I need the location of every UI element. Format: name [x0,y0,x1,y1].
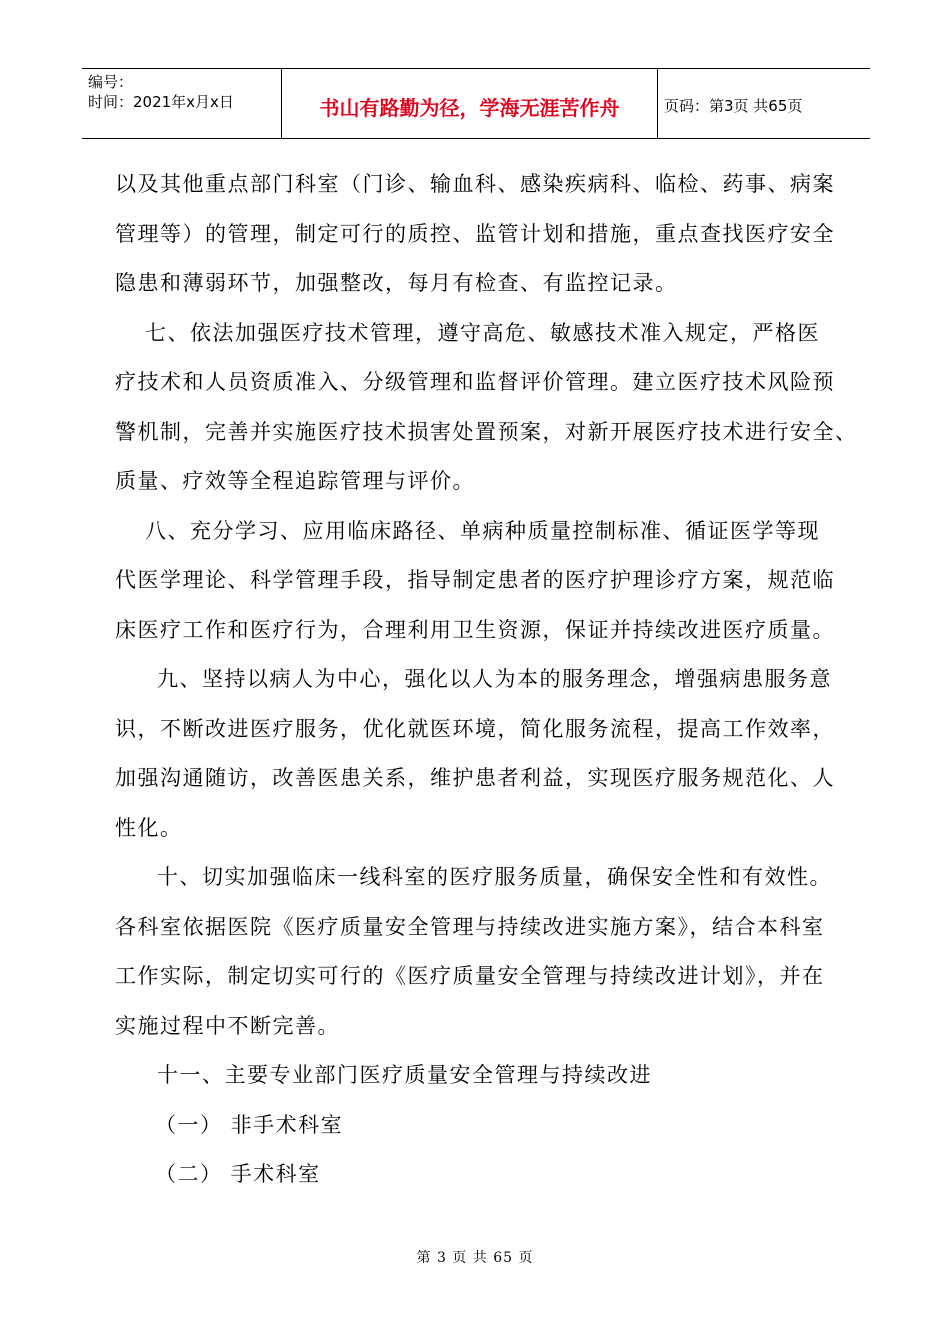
header-meta-cell [82,69,282,138]
body-line: 实施过程中不断完善。 [115,1013,340,1038]
body-line: 识，不断改进医疗服务，优化就医环境，简化服务流程，提高工作效率， [115,716,835,741]
document-header [82,68,870,139]
body-line: 十、切实加强临床一线科室的医疗服务质量，确保安全性和有效性。 [157,865,832,889]
subsection-item: （二） 手术科室 [155,1162,321,1186]
body-line: 疗技术和人员资质准入、分级管理和监督评价管理。建立医疗技术风险预 [115,370,835,394]
body-line: 警机制，完善并实施医疗技术损害处置预案，对新开展医疗技术进行安全、 [115,419,858,444]
body-line: 以及其他重点部门科室（门诊、输血科、感染疾病科、临检、药事、病案 [115,172,835,196]
body-line: 工作实际，制定切实可行的《医疗质量安全管理与持续改进计划》，并在 [115,964,825,988]
body-line: 八、充分学习、应用临床路径、单病种质量控制标准、循证医学等现 [145,518,820,543]
body-line: 代医学理论、科学管理手段，指导制定患者的医疗护理诊疗方案，规范临 [115,568,835,592]
header-time-label: 时间：2021年x月x日 [88,93,234,111]
body-line: 床医疗工作和医疗行为，合理利用卫生资源，保证并持续改进医疗质量。 [115,617,835,642]
body-line: 加强沟通随访，改善医患关系，维护患者利益，实现医疗服务规范化、人 [115,766,835,790]
header-page-label: 页码：第3页 共65页 [664,97,803,115]
subsection-item: （一） 非手术科室 [155,1112,344,1137]
body-line: 质量、疗效等全程追踪管理与评价。 [115,469,475,493]
body-line: 性化。 [115,815,183,840]
section-heading: 十一、主要专业部门医疗质量安全管理与持续改进 [157,1063,652,1087]
header-number-label: 编号： [88,73,134,91]
body-line: 九、坚持以病人为中心，强化以人为本的服务理念，增强病患服务意 [157,667,832,691]
body-line: 管理等）的管理，制定可行的质控、监管计划和措施，重点查找医疗安全 [115,221,835,246]
body-line: 七、依法加强医疗技术管理，遵守高危、敏感技术准入规定，严格医 [145,320,820,345]
body-line: 隐患和薄弱环节，加强整改，每月有检查、有监控记录。 [115,271,678,295]
body-line: 各科室依据医院《医疗质量安全管理与持续改进实施方案》，结合本科室 [115,914,825,939]
page-footer: 第 3 页 共 65 页 [416,1250,534,1266]
header-motto: 书山有路勤为径，学海无涯苦作舟 [282,69,658,138]
document-body [115,160,858,1200]
